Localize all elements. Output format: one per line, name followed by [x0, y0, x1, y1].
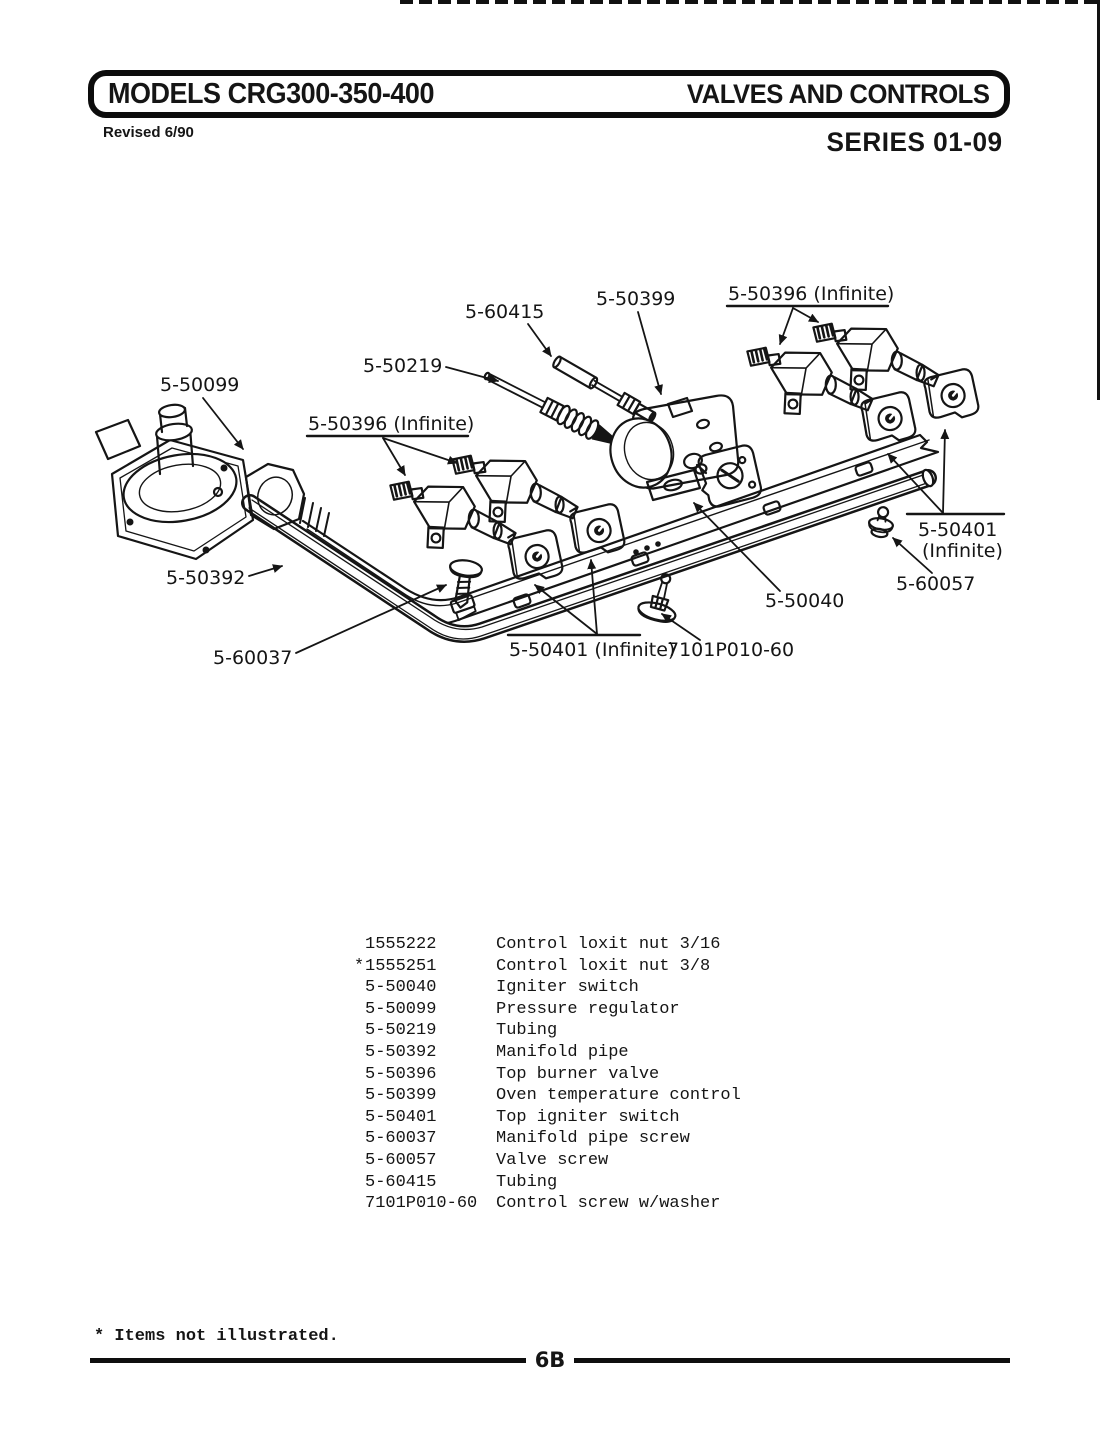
part-flag	[354, 1085, 365, 1107]
part-description: Manifold pipe screw	[496, 1129, 690, 1149]
part-description: Control loxit nut 3/8	[496, 956, 711, 976]
part-number: 5-50392	[365, 1042, 437, 1062]
part-number: 5-50399	[365, 1086, 437, 1106]
part-number: 1555222	[365, 935, 437, 954]
top-igniter-switch-3	[860, 391, 917, 446]
pressure-regulator	[96, 403, 304, 559]
parts-row	[354, 1020, 741, 1042]
part-description: Control screw w/washer	[496, 1194, 721, 1214]
series-label: SERIES 01-09	[826, 127, 1003, 157]
part-description: Manifold pipe	[496, 1042, 629, 1062]
part-flag	[354, 977, 365, 999]
callout-50396-left: 5-50396 (Infinite)	[308, 413, 475, 435]
footer-rule-right	[574, 1358, 1010, 1363]
callout-50401-bottom: 5-50401 (Infinite)	[509, 639, 676, 661]
top-igniter-switch-2	[569, 503, 626, 558]
part-flag: *	[354, 956, 365, 976]
parts-row	[354, 934, 741, 956]
parts-row	[354, 1193, 741, 1215]
callout-50040: 5-50040	[765, 590, 845, 612]
parts-list	[354, 934, 741, 1215]
oven-temperature-control	[602, 395, 739, 500]
section-title: VALVES AND CONTROLS	[687, 78, 990, 109]
callout-50099: 5-50099	[160, 374, 240, 396]
part-flag	[354, 1064, 365, 1086]
part-number: 7101P010-60	[365, 1194, 478, 1214]
part-flag	[354, 1128, 365, 1150]
part-description: Control loxit nut 3/16	[496, 935, 721, 954]
parts-row	[354, 1064, 741, 1086]
burner-valve-2	[440, 444, 585, 541]
part-description: Pressure regulator	[496, 999, 680, 1019]
parts-row	[354, 1042, 741, 1064]
models-title: MODELS CRG300-350-400	[108, 77, 434, 110]
callout-60415: 5-60415	[465, 301, 545, 323]
part-flag	[354, 934, 365, 956]
part-flag	[354, 1193, 365, 1215]
callout-50401-right-1: 5-50401	[918, 519, 998, 541]
part-number: 5-60415	[365, 1172, 437, 1192]
part-flag	[354, 1107, 365, 1129]
callout-50401-right-2: (Infinite)	[922, 540, 1003, 562]
part-number: 5-50040	[365, 978, 437, 998]
callout-50392: 5-50392	[166, 567, 246, 589]
top-igniter-switch-4	[923, 368, 980, 423]
part-description: Igniter switch	[496, 978, 639, 998]
part-description: Top burner valve	[496, 1064, 660, 1084]
part-description: Oven temperature control	[496, 1086, 741, 1106]
parts-row	[354, 977, 741, 999]
igniter-switch-50040	[695, 444, 763, 509]
parts-row	[354, 1172, 741, 1194]
part-number: 5-50219	[365, 1021, 437, 1041]
page-number: 6B	[534, 1348, 566, 1372]
parts-row	[354, 999, 741, 1021]
callout-60057: 5-60057	[896, 573, 976, 595]
parts-row	[354, 1150, 741, 1172]
footer-note: * Items not illustrated.	[94, 1327, 339, 1346]
callout-7101: 7101P010-60	[667, 639, 795, 661]
part-flag	[354, 999, 365, 1021]
leader-lines	[203, 306, 1004, 653]
callout-50219: 5-50219	[363, 355, 443, 377]
burner-valve-1	[378, 470, 523, 567]
part-number: 5-50396	[365, 1064, 437, 1084]
part-description: Valve screw	[496, 1150, 609, 1170]
part-flag	[354, 1172, 365, 1194]
part-description: Top igniter switch	[496, 1107, 680, 1127]
callout-50399: 5-50399	[596, 288, 676, 310]
part-description: Tubing	[496, 1021, 558, 1041]
part-description: Tubing	[496, 1172, 558, 1192]
parts-row	[354, 1107, 741, 1129]
part-flag	[354, 1020, 365, 1042]
part-flag	[354, 1150, 365, 1172]
part-number: 5-50099	[365, 999, 437, 1019]
valve-screw-60057	[867, 505, 896, 539]
parts-row	[354, 956, 741, 978]
part-number: 5-60037	[365, 1129, 437, 1149]
revised-date: Revised 6/90	[103, 124, 194, 141]
parts-row	[354, 1085, 741, 1107]
part-number: 1555251	[365, 956, 437, 976]
footer-rule-left	[90, 1358, 526, 1363]
part-flag	[354, 1042, 365, 1064]
callout-50396-right: 5-50396 (Infinite)	[728, 283, 895, 305]
callout-labels	[160, 283, 1003, 669]
footer-rule	[90, 1346, 1010, 1374]
part-number: 5-50401	[365, 1107, 437, 1127]
tubing-50219	[481, 366, 620, 450]
top-igniter-switch-1	[507, 529, 564, 584]
parts-row	[354, 1128, 741, 1150]
callout-60037: 5-60037	[213, 647, 293, 669]
part-number: 5-60057	[365, 1150, 437, 1170]
